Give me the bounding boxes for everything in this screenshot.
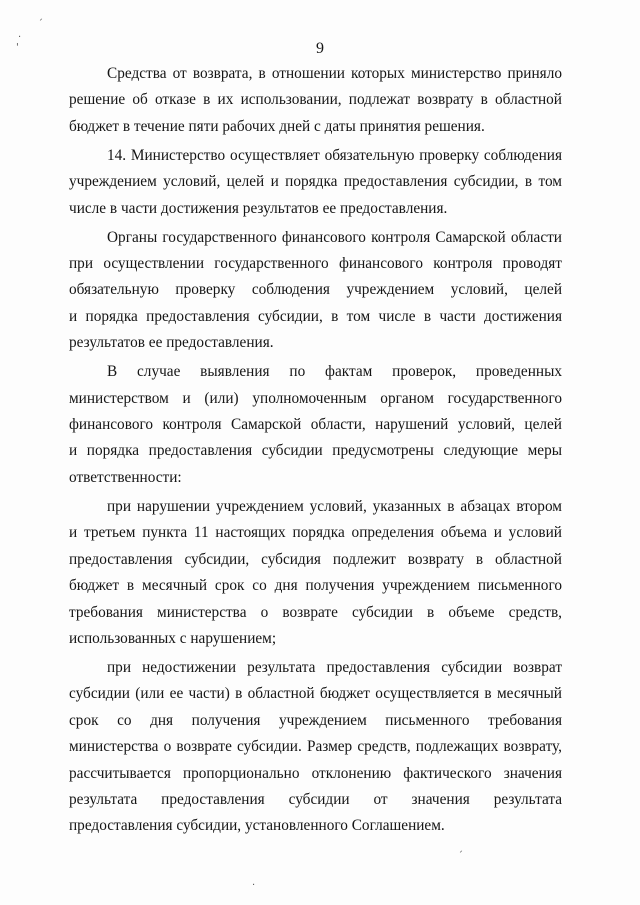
text-line: бюджет в течение пяти рабочих дней с даты принятия решения. (69, 117, 485, 135)
text-line: и третьем пункта 11 настоящих порядка определения объема и условий (69, 524, 562, 542)
paragraph-financial-control (69, 225, 562, 357)
paragraph-result-not-achieved (69, 655, 562, 840)
page-number: 9 (316, 40, 324, 57)
scan-speck: ˏ (458, 842, 463, 853)
scan-speck: ' (16, 42, 19, 53)
paragraph-violation-conditions (69, 494, 562, 652)
text-line: решение об отказе в их использовании, подлежат возврату в областной (69, 91, 562, 109)
text-line: числе в части достижения результатов ее предоставления. (69, 199, 448, 217)
document-body (69, 61, 562, 842)
text-line: Органы государственного финансового контроля Самарской области (107, 228, 562, 246)
text-line: при недостижении результата предоставления субсидии возврат (107, 658, 562, 676)
text-line: учреждением условий, целей и порядка предоставления субсидии, в том (69, 173, 562, 191)
text-line: предоставления субсидии, установленного Соглашением. (69, 817, 445, 835)
text-line: субсидии (или ее части) в областной бюджет осуществляется в месячный (69, 685, 562, 703)
scan-speck: ˏ (38, 10, 43, 21)
text-line: результатов ее предоставления. (69, 334, 274, 352)
text-line: предоставления субсидии, субсидия подлежит возврату в областной (69, 550, 562, 568)
text-line: обязательную проверку соблюдения учреждением условий, целей (69, 281, 562, 299)
text-line: рассчитывается пропорционально отклонению фактического значения (69, 764, 562, 782)
text-line: бюджет в месячный срок со дня получения учреждением письменного (69, 577, 562, 595)
paragraph-item-14 (69, 143, 562, 222)
text-line: финансового контроля Самарской области, нарушений условий, целей (69, 416, 562, 434)
text-line: и порядка предоставления субсидии, в том числе в части достижения (69, 307, 562, 325)
text-line: министерством и (или) уполномоченным органом государственного (69, 389, 562, 407)
paragraph-returned-funds (69, 61, 562, 140)
text-line: 14. Министерство осуществляет обязательную проверку соблюдения (107, 146, 562, 164)
text-line: и порядка предоставления субсидии предусмотрены следующие меры (69, 442, 562, 460)
text-line: министерства о возврате субсидии. Размер средств, подлежащих возврату, (69, 738, 562, 756)
text-line: срок со дня получения учреждением письменного требования (69, 711, 562, 729)
text-line: использованных с нарушением; (69, 629, 277, 647)
text-line: ответственности: (69, 468, 182, 486)
text-line: Средства от возврата, в отношении которых министерство приняло (107, 65, 562, 82)
text-line: требования министерства о возврате субсидии в объеме средств, (69, 603, 562, 621)
text-line: при нарушении учреждением условий, указанных в абзацах втором (107, 497, 562, 515)
text-line: при осуществлении государственного финансового контроля проводят (69, 255, 562, 273)
scan-speck: · (252, 880, 256, 891)
text-line: В случае выявления по фактам проверок, проведенных (107, 363, 562, 381)
paragraph-violations (69, 359, 562, 491)
scan-speck: · (18, 32, 22, 43)
text-line: результата предоставления субсидии от значения результата (69, 790, 562, 808)
